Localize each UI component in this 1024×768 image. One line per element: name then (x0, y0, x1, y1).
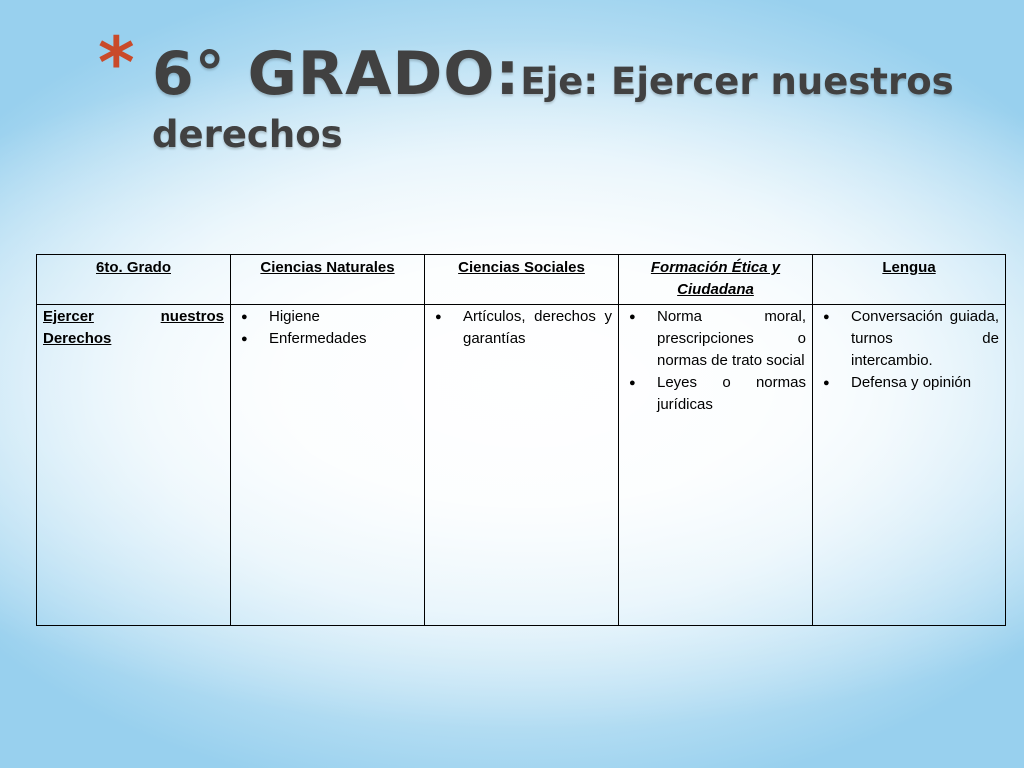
table-header-row (37, 255, 1006, 305)
bullet-icon: ● (823, 377, 830, 389)
bullet-icon: ● (435, 311, 442, 323)
row-label-line1 (43, 306, 224, 328)
cell-ciencias-naturales (231, 305, 425, 626)
list-item: ● Defensa y opinión (819, 372, 999, 394)
header-ciencias-naturales: Ciencias Naturales (231, 255, 425, 305)
slide-title (152, 39, 1012, 156)
row-label-line2: Derechos (43, 330, 112, 347)
cell-lengua (813, 305, 1006, 626)
header-grado: 6to. Grado (37, 255, 231, 305)
list-item: ● Artículos, derechos y garantías (435, 308, 612, 347)
title-line2: derechos (152, 113, 343, 156)
curriculum-table (36, 254, 1006, 626)
table-row (37, 305, 1006, 626)
list-item: ● Norma moral, prescripciones o normas de trato social (629, 308, 806, 369)
cell-formacion-etica (619, 305, 813, 626)
list-item: ● Higiene (237, 306, 418, 328)
bullet-icon: ● (823, 311, 830, 323)
bullet-icon: ● (629, 311, 636, 323)
header-lengua: Lengua (813, 255, 1006, 305)
bullet-icon: ● (241, 311, 248, 323)
list-item: ● Conversación guiada, turnos de intercambio. (823, 308, 999, 369)
header-ciencias-sociales: Ciencias Sociales (425, 255, 619, 305)
row-label-word1: Ejercer (43, 308, 94, 325)
bullet-icon: ● (629, 377, 636, 389)
bullet-icon: ● (241, 333, 248, 345)
list-item: ● Leyes o normas jurídicas (629, 374, 806, 413)
cell-ciencias-sociales (425, 305, 619, 626)
header-formacion-etica: Formación Ética y Ciudadana (619, 255, 813, 305)
list-item: ● Enfermedades (237, 328, 418, 350)
title-asterisk-icon: * (98, 22, 135, 104)
title-grade: 6° GRADO: (152, 39, 521, 109)
row-label-cell (37, 305, 231, 626)
title-axis: Eje: Ejercer nuestros (520, 60, 954, 103)
row-label-word2: nuestros (160, 308, 224, 325)
